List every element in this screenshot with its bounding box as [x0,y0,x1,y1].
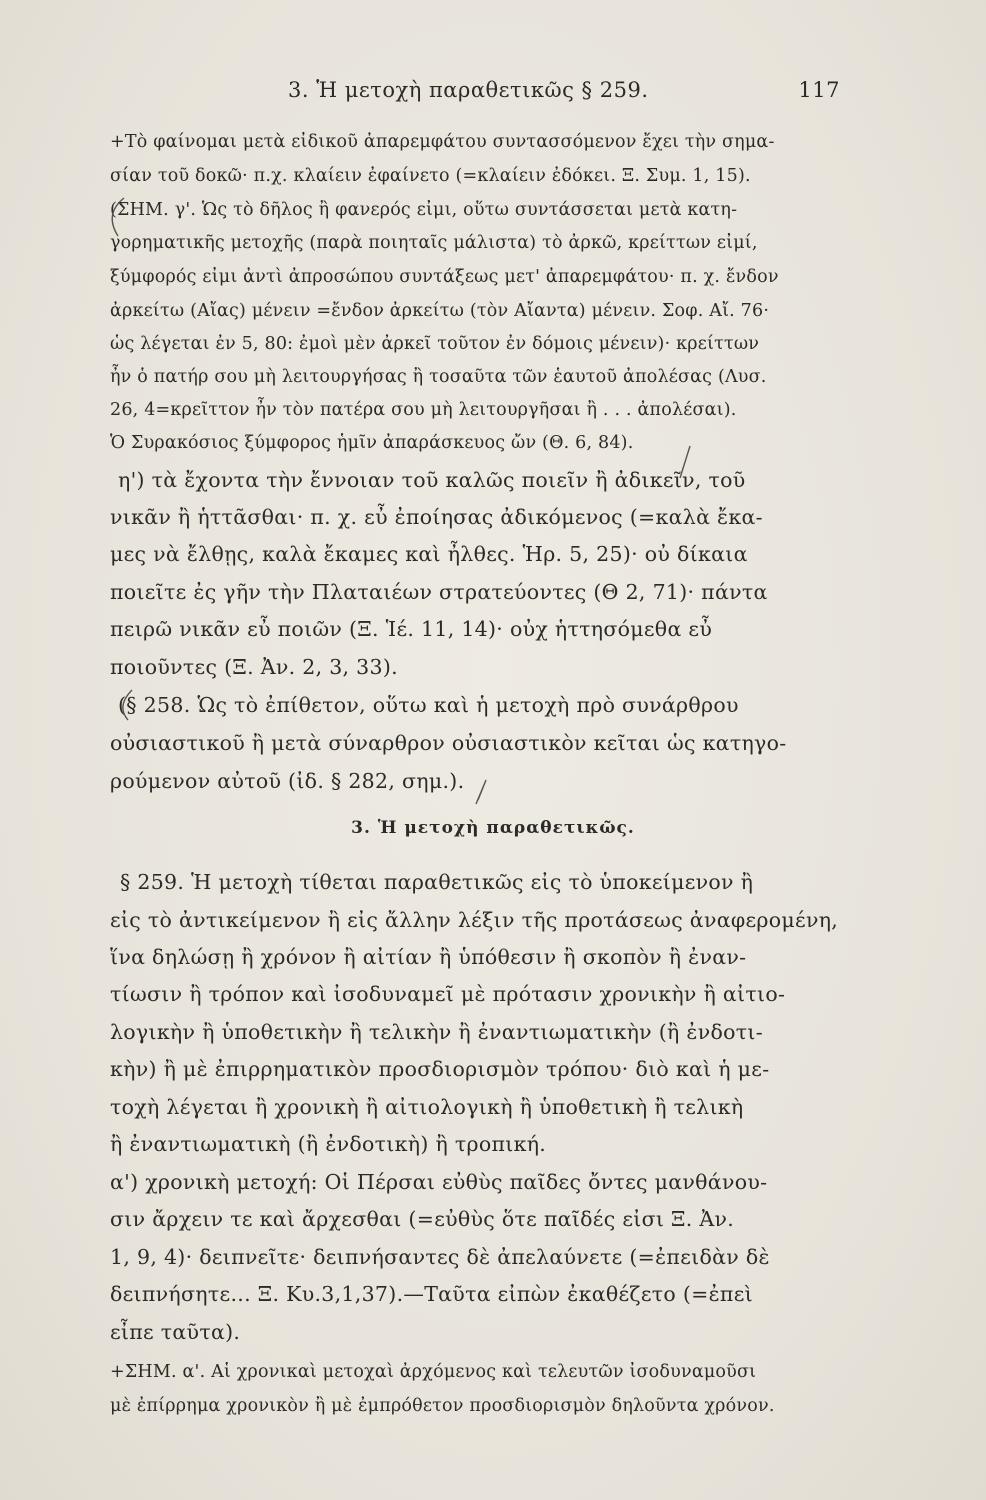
text-line: ἵνα δηλώσῃ ἢ χρόνον ἢ αἰτίαν ἢ ὑπόθεσιν ἢ σκοπὸν ἢ ἐναν- [110,945,747,969]
text-line: 26, 4=κρεῖττον ἦν τὸν πατέρα σου μὴ λειτουργῆσαι ἢ . . . ἀπολέσαι). [110,400,737,420]
text-line: μὲ ἐπίρρημα χρονικὸν ἢ μὲ ἐμπρόθετον προσδιορισμὸν δηλοῦντα χρόνον. [110,1396,775,1416]
text-line: ἀρκείτω (Αἴας) μένειν =ἔνδον ἀρκείτω (τὸν Αἴαντα) μένειν. Σοφ. Αἴ. 76· [110,301,770,321]
text-line: εἰς τὸ ἀντικείμενον ἢ εἰς ἄλλην λέξιν τῆς προτάσεως ἀναφερομένη, [110,908,839,932]
text-line: (ΣΗΜ. γ'. Ὡς τὸ δῆλος ἢ φανερός εἰμι, οὕτω συντάσσεται μετὰ κατη- [110,200,738,220]
text-line: κὴν) ἢ μὲ ἐπιρρηματικὸν προσδιορισμὸν τρόπου· διὸ καὶ ἡ με- [110,1057,770,1081]
text-line: +Τὸ φαίνομαι μετὰ εἰδικοῦ ἀπαρεμφάτου συντασσόμενον ἔχει τὴν σημα- [110,132,775,152]
running-title: 3. Ἡ μετοχὴ παραθετικῶς § 259. [288,78,649,102]
text-line: μες νὰ ἔλθῃς, καλὰ ἔκαμες καὶ ἦλθες. Ἡρ. 5, 25)· οὐ δίκαια [110,542,748,566]
text-line: δειπνήσητε... Ξ. Κυ.3,1,37).—Ταῦτα εἰπὼν ἐκαθέζετο (=ἐπεὶ [110,1282,753,1306]
text-line: α') χρονικὴ μετοχή: Οἱ Πέρσαι εὐθὺς παῖδες ὄντες μανθάνου- [110,1170,768,1194]
text-line: γορηματικῆς μετοχῆς (παρὰ ποιηταῖς μάλιστα) τὸ ἀρκῶ, κρείττων εἰμί, [110,233,758,253]
page-header [110,78,840,112]
text-line: πειρῶ νικᾶν εὖ ποιῶν (Ξ. Ἱέ. 11, 14)· οὐχ ἡττησόμεθα εὖ [110,617,713,641]
text-line: +ΣΗΜ. α'. Αἱ χρονικαὶ μετοχαὶ ἀρχόμενος καὶ τελευτῶν ἰσοδυναμοῦσι [110,1362,757,1382]
text-line: § 259. Ἡ μετοχὴ τίθεται παραθετικῶς εἰς τὸ ὑποκείμενον ἢ [120,870,754,894]
section-heading: 3. Ἡ μετοχὴ παραθετικῶς. [351,818,635,838]
text-line: ὡς λέγεται ἐν 5, 80: ἐμοὶ μὲν ἀρκεῖ τοῦτον ἐν δόμοις μένειν)· κρείττων [110,334,760,354]
text-line: Ὁ Συρακόσιος ξύμφορος ἡμῖν ἀπαράσκευος ὤν (Θ. 6, 84). [110,433,634,453]
text-line: ρούμενον αὐτοῦ (ἰδ. § 282, σημ.). [110,769,465,793]
text-line: ἢ ἐναντιωματικὴ (ἢ ἐνδοτικὴ) ἢ τροπική. [110,1132,547,1156]
text-line: 1, 9, 4)· δειπνεῖτε· δειπνήσαντες δὲ ἀπελαύνετε (=ἐπειδὰν δὲ [110,1245,770,1269]
text-line: οὐσιαστικοῦ ἢ μετὰ σύναρθρον οὐσιαστικὸν κεῖται ὡς κατηγο- [110,731,787,755]
text-line: νικᾶν ἢ ἡττᾶσθαι· π. χ. εὖ ἐποίησας ἀδικόμενος (=καλὰ ἔκα- [110,505,763,529]
text-line: ποιοῦντες (Ξ. Ἀν. 2, 3, 33). [110,655,398,679]
text-line: ποιεῖτε ἐς γῆν τὴν Πλαταιέων στρατεύοντες (Θ 2, 71)· πάντα [110,580,768,604]
page-number: 117 [798,78,840,102]
text-line: (§ 258. Ὡς τὸ ἐπίθετον, οὕτω καὶ ἡ μετοχὴ πρὸ συνάρθρου [118,693,739,717]
text-line: λογικὴν ἢ ὑποθετικὴν ἢ τελικὴν ἢ ἐναντιωματικὴν (ἢ ἐνδοτι- [110,1020,763,1044]
text-line: σίαν τοῦ δοκῶ· π.χ. κλαίειν ἐφαίνετο (=κλαίειν ἐδόκει. Ξ. Συμ. 1, 15). [110,166,751,186]
text-line: τίωσιν ἢ τρόπον καὶ ἰσοδυναμεῖ μὲ πρότασιν χρονικὴν ἢ αἰτιο- [110,982,786,1006]
text-line: η') τὰ ἔχοντα τὴν ἔννοιαν τοῦ καλῶς ποιεῖν ἢ ἀδικεῖν, τοῦ [118,468,746,492]
text-line: σιν ἄρχειν τε καὶ ἄρχεσθαι (=εὐθὺς ὅτε παῖδές εἰσι Ξ. Ἀν. [110,1207,735,1231]
text-line: ξύμφορός εἰμι ἀντὶ ἀπροσώπου συντάξεως μετ' ἀπαρεμφάτου· π. χ. ἔνδον [110,267,779,287]
text-line: τοχὴ λέγεται ἢ χρονικὴ ἢ αἰτιολογικὴ ἢ ὑποθετικὴ ἢ τελικὴ [110,1095,744,1119]
text-line: εἶπε ταῦτα). [110,1320,241,1344]
text-line: ἦν ὁ πατήρ σου μὴ λειτουργήσας ἢ τοσαῦτα τῶν ἑαυτοῦ ἀπολέσας (Λυσ. [110,367,767,387]
